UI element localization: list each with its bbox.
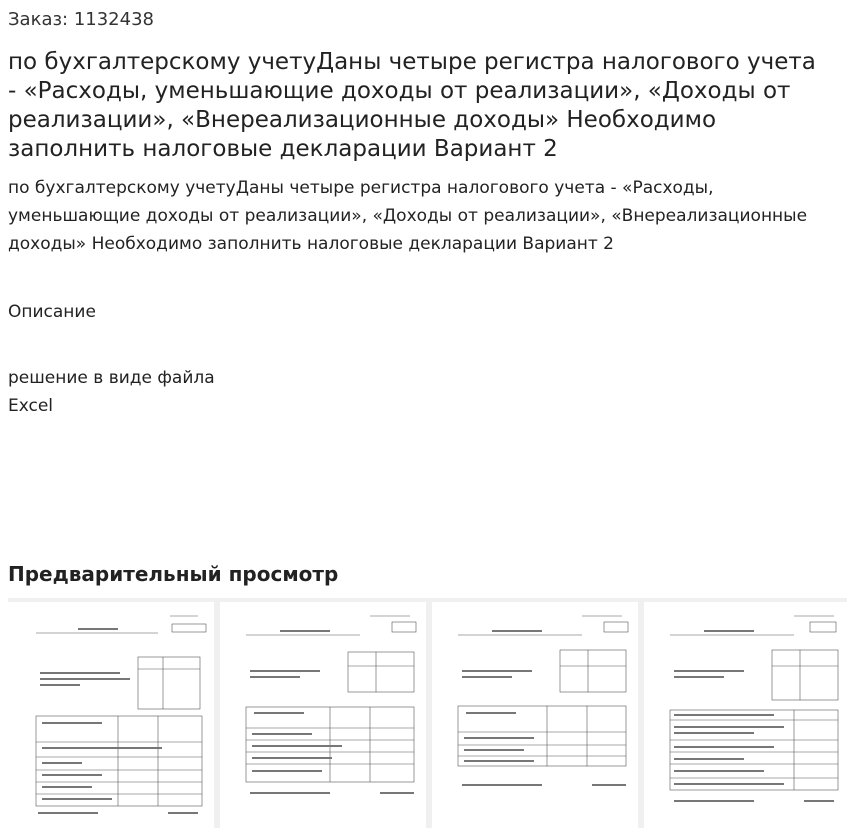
preview-page-4[interactable]: [644, 602, 847, 828]
solution-text: решение в виде файла Excel: [8, 368, 215, 416]
preview-page-3-image: [432, 602, 638, 828]
preview-page-1[interactable]: [8, 602, 214, 828]
preview-page-1-image: [8, 602, 214, 828]
description-label: Описание: [8, 302, 96, 322]
order-number: Заказ: 1132438: [8, 9, 154, 30]
preview-page-3[interactable]: [432, 602, 638, 828]
preview-page-4-image: [644, 602, 847, 828]
preview-page-2-image: [220, 602, 426, 828]
description-text: по бухгалтерскому учетуДаны четыре регистра налогового учета - «Расходы, уменьшающие доходы от реализации», «Доходы от реализации», «Внереализационные доходы» Необходимо заполнить налоговые декларации Вариант 2: [8, 178, 808, 254]
preview-strip[interactable]: [8, 598, 847, 828]
preview-heading: Предварительный просмотр: [8, 562, 339, 586]
page-title: по бухгалтерскому учетуДаны четыре регистра налогового учета - «Расходы, уменьшающие доходы от реализации», «Доходы от реализации», «Внереализационные доходы» Необходимо заполнить налоговые декларации Вариант 2: [8, 49, 816, 162]
preview-page-2[interactable]: [220, 602, 426, 828]
